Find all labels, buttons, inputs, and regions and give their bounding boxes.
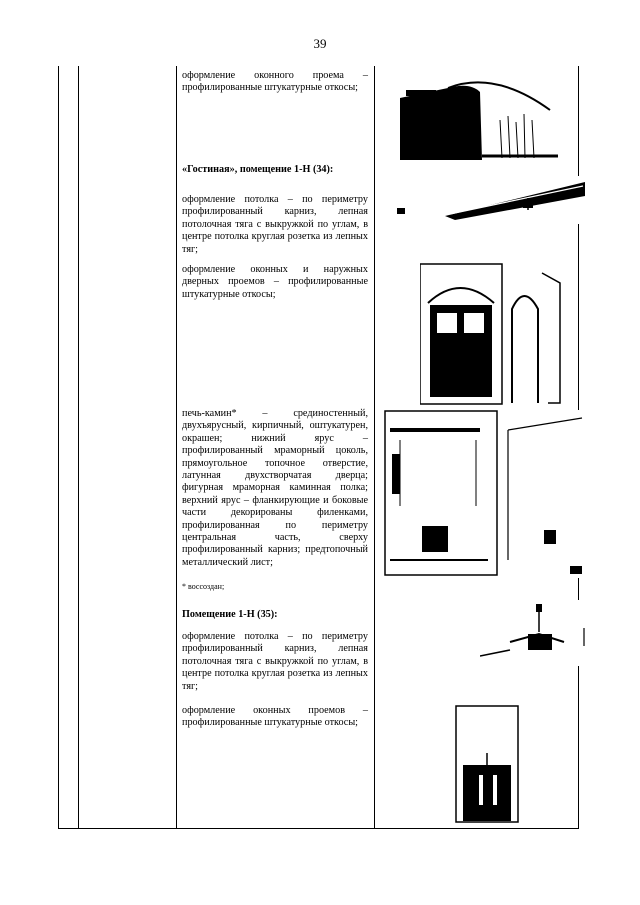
chandelier-hook [536, 604, 542, 612]
door-opening-photo [420, 263, 562, 407]
wall-shadow [400, 86, 482, 160]
window-light-pane-2 [493, 775, 497, 805]
item-stove-fireplace: печь-камин* – срединостенный, двухъярусный, кирпичный, оштукатурен, окрашен; нижний ярус – профилированный мраморный цоколь, прямоугольное топочное отверстие, латунная двухстворчатая дверца; фигурная мраморная каминная полка; верхний ярус – фланкирующие и боковые части декорированы филенками, профилированная по периметру центральная часть, сверху профилированный карниз; предтопочный металлический лист; [182, 408, 368, 568]
table-divider-2 [176, 66, 177, 829]
fireplace-right-corner [570, 566, 582, 574]
window-dark-opening [463, 765, 511, 821]
item-ceiling-35: оформление потолка – по периметру профилированный карниз, лепная потолочная тяга с выкружкой по углам, в центре потолка круглая розетка из лепных тяг; [182, 631, 368, 692]
page-number: 39 [313, 36, 327, 51]
table-divider-3 [374, 66, 375, 829]
window-reveal-photo [400, 70, 560, 160]
table-divider-1 [78, 66, 79, 829]
footnote-recreated: * воссоздан; [182, 582, 225, 591]
fireplace-photo [384, 410, 584, 578]
wall-shadow-left [392, 454, 400, 494]
mantel-shelf [390, 428, 480, 432]
door-pane-left [437, 313, 457, 333]
item-window-reveal: оформление оконного проема – профилированные штукатурные откосы; [182, 70, 368, 94]
chandelier-body [528, 634, 552, 650]
sill-block [406, 90, 436, 96]
item-openings-34: оформление оконных и наружных дверных проемов – профилированные штукатурные откосы; [182, 264, 368, 300]
section-heading-living-room: «Гостиная», помещение 1-Н (34): [182, 164, 334, 175]
table-border-bottom [58, 828, 579, 829]
fireplace-firebox [422, 526, 448, 552]
window-photo [455, 705, 519, 823]
section-heading-room-35: Помещение 1-Н (35): [182, 609, 278, 620]
window-light-pane [479, 775, 483, 805]
item-openings-35: оформление оконных проемов – профилированные штукатурные откосы; [182, 705, 368, 729]
fireplace-right-opening [544, 530, 556, 544]
table-border-left [58, 66, 59, 829]
ceiling-rosette-photo [480, 600, 590, 666]
door-pane-right [464, 313, 484, 333]
sconce-mark [397, 208, 405, 214]
item-ceiling-34: оформление потолка – по периметру профилированный карниз, лепная потолочная тяга с выкружкой по углам, в центре потолка круглая розетка из лепных тяг; [182, 194, 368, 255]
ceiling-cornice-photo [395, 176, 585, 224]
